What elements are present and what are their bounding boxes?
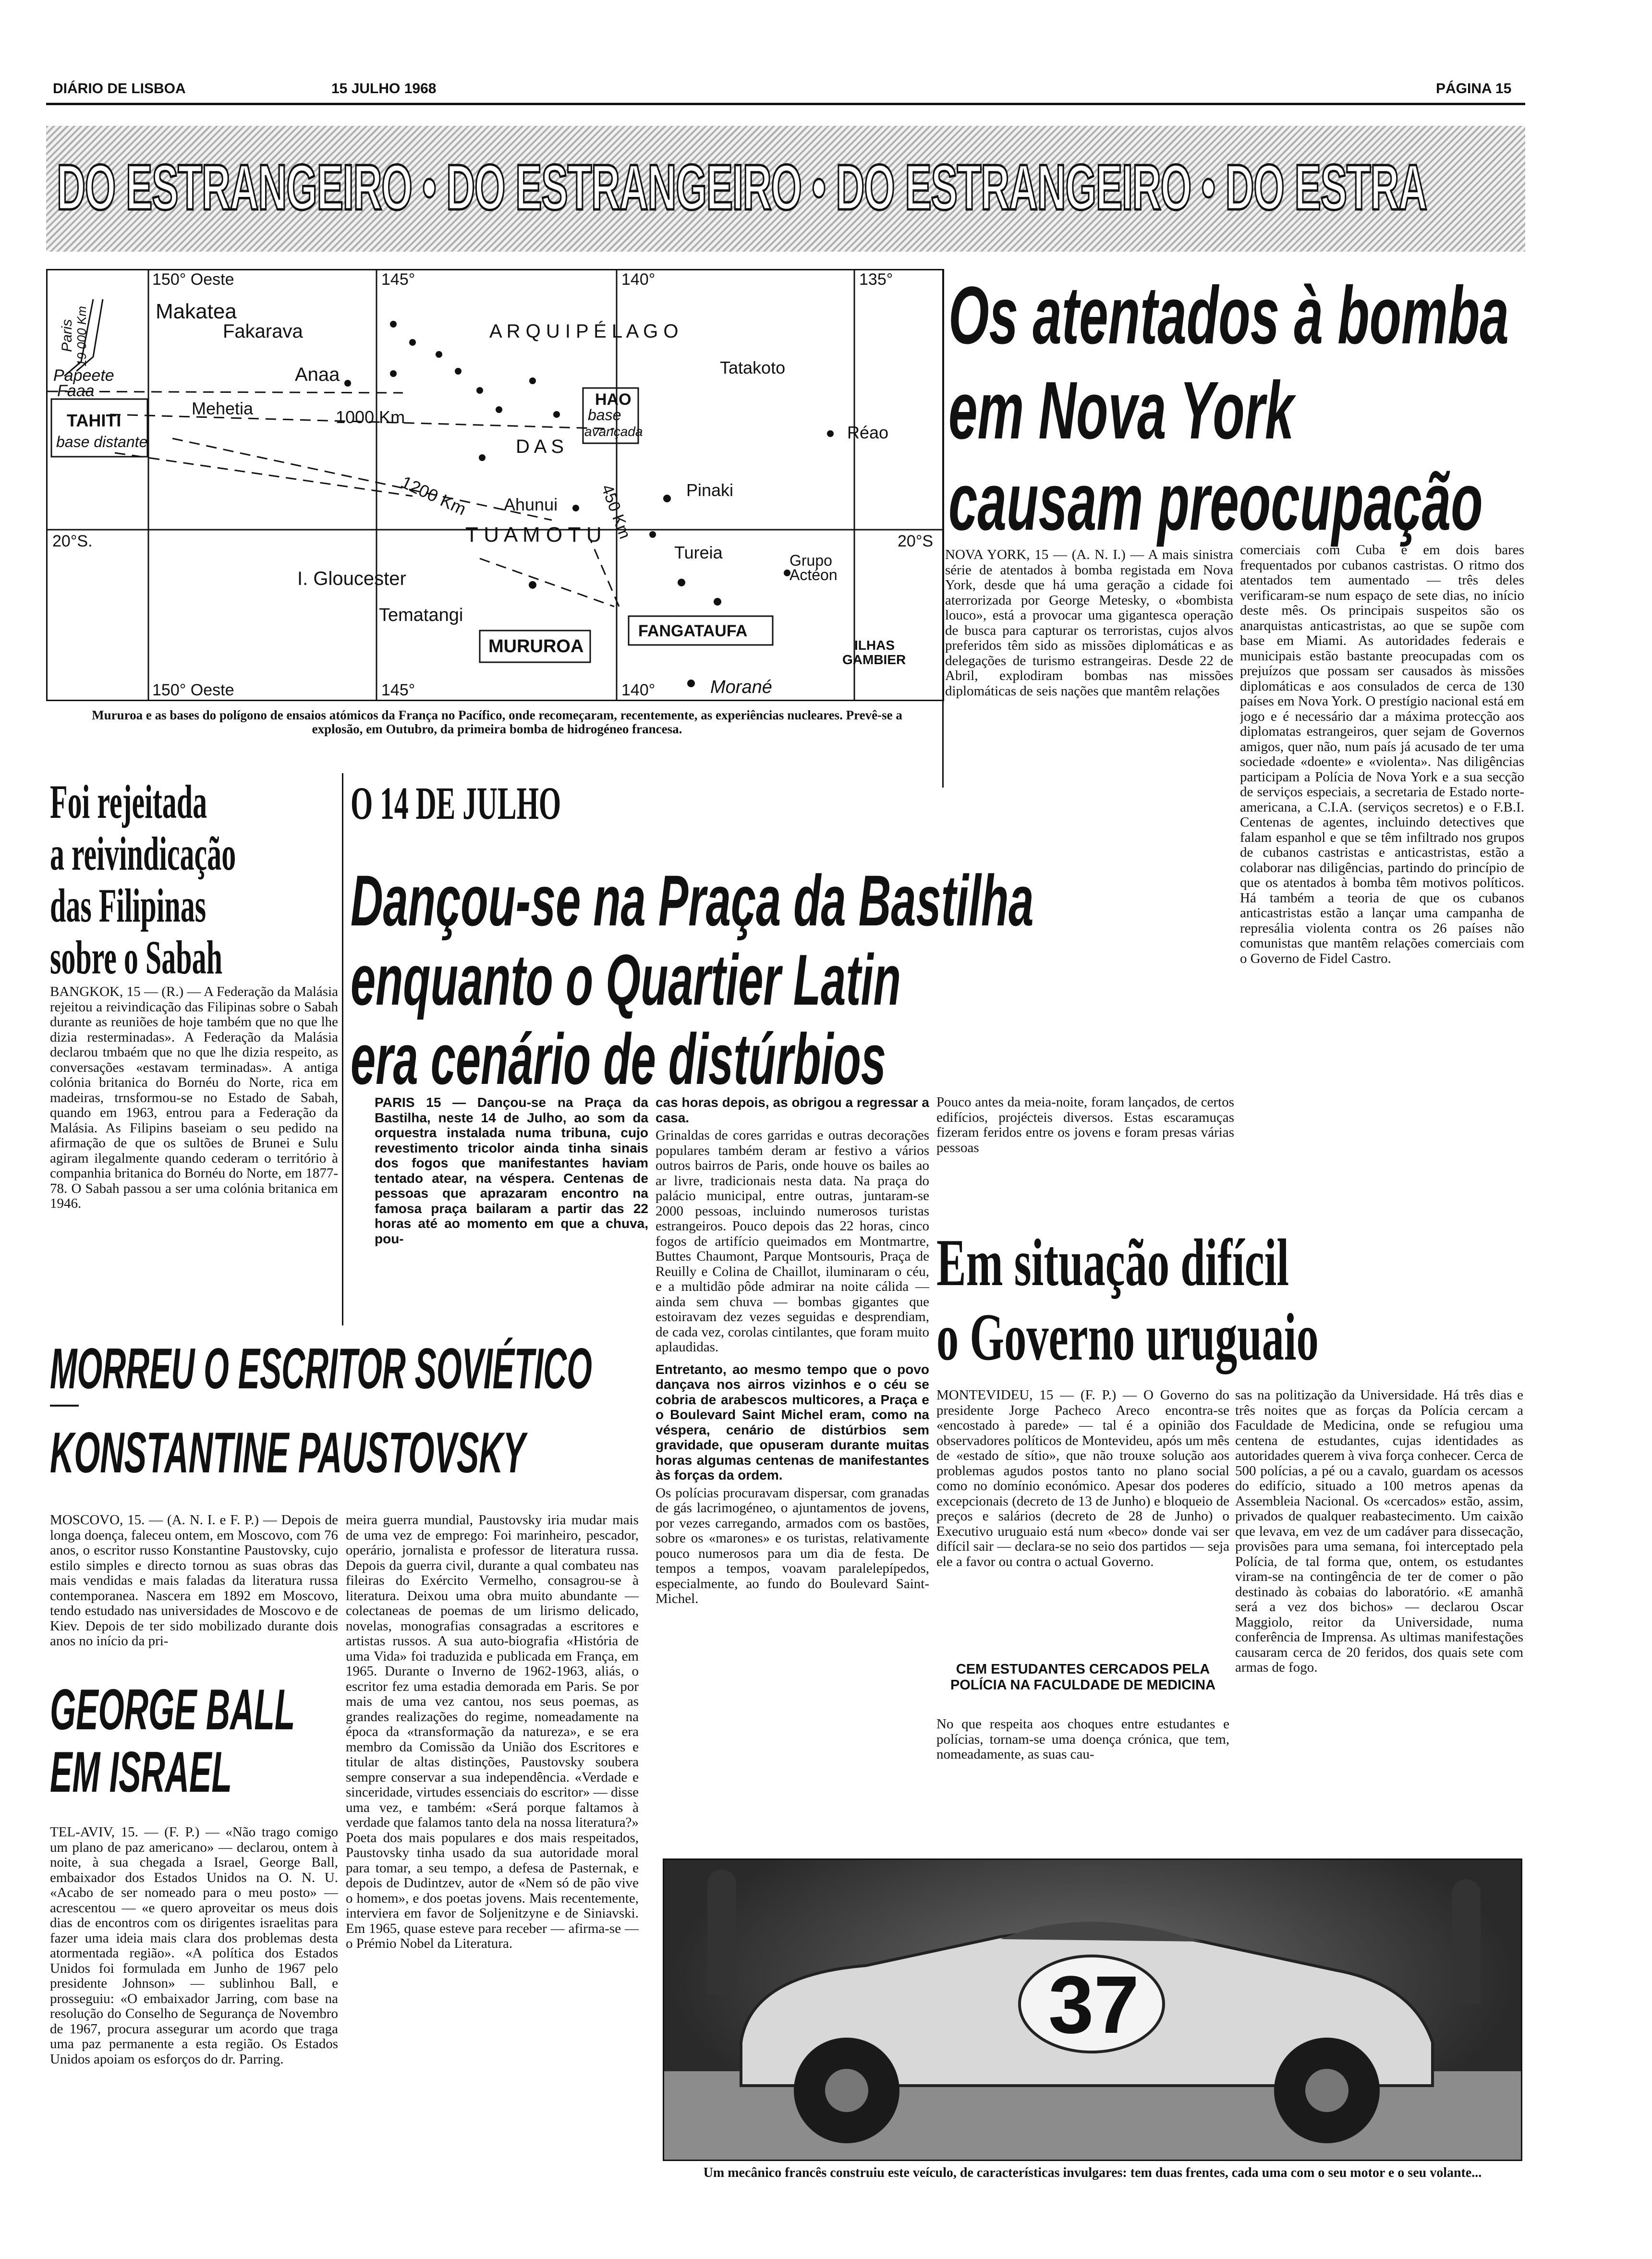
map-tuamotu: T U A M O T U	[465, 523, 602, 547]
map-ahunui: Ahunui	[504, 495, 558, 514]
photo-caption: Um mecânico francês construiu este veículo, de características invulgares: tem duas frentes, cada uma com o seu motor e o seu volante...	[703, 2165, 1482, 2180]
map-hao-base: base	[588, 406, 621, 424]
map-tureia: Tureia	[674, 543, 723, 562]
map-graphic	[48, 270, 943, 700]
map-arquipelago: A R Q U I P É L A G O	[489, 321, 679, 342]
uruguay-col1: MONTEVIDEU, 15 — (F. P.) — O Governo do presidente Jorge Pacheco Areco encontra-se «encostado à parede» — tal é a opinião dos observadores políticos de Montevideu, após um mês de «estado de sítio», que não trouxe solução aos problemas agudos postos tanto no plano social como no domínio económico. Apesar dos poderes excepcionais (decreto de 13 de Junho) e bloqueio de preços e salários (decreto de 28 de Junho) o Executivo uruguaio está num «beco» donde vai ser difícil sair — declara-se no seio dos partidos — seja ele a favor ou contra o actual Governo.	[936, 1388, 1229, 1569]
ball-headline-1: GEORGE BALL	[50, 1677, 295, 1742]
map-lon-140: 140°	[621, 270, 656, 289]
ny-headline-1: Os atentados à bomba	[948, 270, 1509, 361]
tuamotu-map	[46, 269, 944, 701]
ny-headline-2: em Nova York	[948, 365, 1294, 456]
map-tatakoto: Tatakoto	[720, 358, 786, 377]
map-lon-145-bottom: 145°	[381, 681, 415, 699]
map-lon-150-bottom: 150° Oeste	[152, 681, 234, 699]
uruguay-headline-1: Em situação difícil	[936, 1226, 1289, 1300]
map-faaa: Faaa	[57, 382, 95, 400]
map-lon-135: 135°	[859, 270, 893, 289]
map-lon-140-bottom: 140°	[621, 681, 656, 699]
sabah-headline-2: a reivindicação	[50, 827, 236, 880]
race-car-photo	[663, 1858, 1522, 2161]
bastille-headline-2: enquanto o Quartier Latin	[351, 939, 901, 1020]
bastille-col2-opening: cas horas depois, as obrigou a regressar a casa.	[656, 1095, 929, 1125]
sabah-headline-3: das Filipinas	[50, 879, 206, 932]
map-anaa: Anaa	[295, 364, 340, 385]
sabah-body: BANGKOK, 15 — (R.) — A Federação da Malásia rejeitou a reivindicação das Filipinas sobre o Sabah durante as reuniões de hoje também que no que lhe dizia resterminadas». A Federação da Malásia declarou tmbaém que no que lhe dizia respeito, as conversações «estavam terminadas». A antiga colónia britanica do Bornéu do Norte, rica em madeiras, trnsformou-se no Estado de Sabah, quando em 1963, entrou para a Federação da Malásia. As Filipins baseiam o seu pedido na afirmação de que os sultões de Brunei e Sulu agiram ilegalmente quando cederam o território à companhia britanica do Bornéu do Norte, em 1877-78. O Sabah passou a ser uma colónia britanica em 1946.	[50, 984, 338, 1211]
map-ilhas: ILHAS	[854, 638, 895, 653]
ny-headline-3: causam preocupação	[948, 456, 1483, 547]
bastille-col2	[656, 1095, 929, 1969]
map-mururoa: MURUROA	[488, 636, 584, 656]
map-km-450: 450 Km	[597, 482, 634, 542]
map-tahiti: TAHITI	[67, 411, 121, 430]
map-gambier: GAMBIER	[842, 652, 906, 667]
map-km-1200: 1200 Km	[398, 472, 469, 519]
map-fakarava: Fakarava	[223, 321, 303, 342]
map-base-distante: base distante	[56, 433, 148, 450]
uruguay-col1b: No que respeita aos choques entre estudantes e polícias, tornam-se uma doença crónica, que tem, nomeadamente, as suas cau-	[936, 1717, 1229, 1762]
map-km-1000: 1000 Km	[336, 407, 405, 427]
map-makatea: Makatea	[156, 300, 237, 323]
masthead-rule	[46, 103, 1525, 105]
paustovsky-col2: meira guerra mundial, Paustovsky iria mudar mais de uma vez de emprego: Foi marinheiro, pescador, operário, jornalista e professor de literatura russa. Depois da guerra civil, durante a qual combateu nas fileiras do Exército Vermelho, consagrou-se à literatura. Deixou uma obra muito abundante — colectaneas de poemas de um lirismo delicado, novelas, monografias consagradas a escritores e artistas russos. A sua auto-biografia «História de uma Vida» foi traduzida e publicada em França, em 1965. Durante o Inverno de 1962-1963, aliás, o escritor fez uma estadia demorada em Paris. Se por mais de uma vez cantou, nos seus poemas, as grandes realizações do regime, nomeadamente na época da «transformação da natureza», e se era membro da Comissão da União dos Escritores e titular de altas distinções, Paustovsky soubera sempre conservar a sua independência. «Verdade e sinceridade, virtudes essenciais do escritor» — disse uma vez, e também: «Será porque faltamos à verdade que falamos tanto dela na nossa literatura?» Poeta dos mais populares e dos mais respeitados, Paustovsky tinha usado da sua autoridade moral para tomar, a seu tempo, a defesa de Pasternak, e depois de Dudintzev, autor de «Nem só de pão vive o homem», e dos poetas jovens. Mais recentemente, interviera em favor de Soljenitzyne e de Siniavski. Em 1965, quase esteve para receber — afirma-se — o Prémio Nobel da Literatura.	[346, 1513, 639, 1951]
bastille-headline-1: Dançou-se na Praça da Bastilha	[351, 860, 1034, 941]
bastille-headline-3: era cenário de distúrbios	[351, 1019, 886, 1099]
map-distance-paris: 19 000 Km	[74, 306, 89, 366]
bastille-col2-end: Os polícias procuravam dispersar, com granadas de gás lacrimogéneo, o ajuntamentos de jovens, por vezes carregando, armados com os bastões, sobre os «marones» e os turistas, relativamente pouco numerosos para um dia de festa. De tempos a tempos, voavam paralelepípedos, especialmente, ao fundo do Boulevard Saint-Michel.	[656, 1485, 929, 1606]
map-fangataufa: FANGATAUFA	[638, 622, 748, 640]
map-lat-20-right: 20°S	[898, 532, 934, 550]
map-das: D A S	[516, 436, 564, 457]
bastille-col2-bold: Entretanto, ao mesmo tempo que o povo dançava nos airros vizinhos e o céu se cobria de arabescos multicores, a Praça e o Boulevard Saint Michel eram, como na véspera, cenário de distúrbios sem gravidade, que opuseram durante muitas horas algumas centenas de manifestantes às forças da ordem.	[656, 1361, 929, 1482]
car-number: 37	[1048, 1959, 1140, 2051]
bastille-kicker: O 14 DE JULHO	[351, 777, 561, 829]
ball-body: TEL-AVIV, 15. — (F. P.) — «Não trago comigo um plano de paz americano» — declarou, ontem à noite, à sua chegada a Israel, George Ball, embaixador dos Estados Unidos na O. N. U. «Acabo de ser nomeado para o meu posto» — acrescentou — «e quero aproveitar os meus dois dias de encontros com os dirigentes israelitas para fazer uma ideia mais clara dos problemas desta atormentada região». «A política dos Estados Unidos foi formulada em Junho de 1967 pelo presidente Johnson» — sublinhou Ball, e prosseguiu: «O embaixador Jarring, com base na resolução do Conselho de Segurança de Novembro de 1967, procura assegurar um acordo que traga uma paz permanente a esta região. Os Estados Unidos apoiam os esforços do dr. Parring.	[50, 1825, 338, 2067]
map-hao: HAO	[595, 390, 632, 409]
bastille-lead: PARIS 15 — Dançou-se na Praça da Bastilha, neste 14 de Julho, ao som da orquestra instalada numa tribuna, cujo revestimento tricolor ainda tinha sinais dos fogos que manifestantes haviam tentado atear, na véspera. Centenas de pessoas que aprazaram encontro na famosa praça bailaram a partir das 22 horas até ao momento em que a chuva, pou-	[375, 1095, 648, 1246]
map-caption: Mururoa e as bases do polígono de ensaios atómicos da França no Pacífico, onde recomeçaram, recentemente, as experiências nucleares. Prevê-se a explosão, em Outubro, da primeira bomba de hidrogéneo francesa.	[92, 708, 902, 736]
race-car-illustration	[664, 1860, 1521, 2160]
paustovsky-headline-1: MORREU O ESCRITOR SOVIÉTICO	[50, 1336, 592, 1401]
bastille-col2-body: Grinaldas de cores garridas e outras decorações populares também deram ar festivo a vários outros bairros de Paris, onde houve os bailes ao ar livre, tradicionais nesta data. Na praça do palácio municipal, entre outras, juntaram-se 2000 pessoas, incluindo numerosos turistas estrangeiros. Pouco depois das 22 horas, cinco fogos de artifício queimados em Montmartre, Buttes Chaumont, Parque Montsouris, Praça de Reuilly e Colina de Chaillot, iluminaram o céu, e a multidão pôde admirar na noite cálida — ainda sem chuva — bombas gigantes que estoiravam dez vezes seguidas e desprendiam, de cada vez, corolas cintilantes, que foram muito aplaudidas.	[656, 1128, 929, 1355]
map-hao-avancada: avançada	[584, 424, 643, 439]
map-gloucester: I. Gloucester	[297, 568, 406, 589]
paustovsky-col1: MOSCOVO, 15. — (A. N. I. e F. P.) — Depois de longa doença, faleceu ontem, em Moscovo, com 76 anos, o escritor russo Konstantine Paustovsky, cujo estilo simples e directo tornou as suas obras das mais vendidas e mais faladas da literatura russa contemporanea. Nascera em 1892 em Moscovo, tendo estudado nas universidades de Moscovo e de Kiev. Depois de ter sido mobilizado durante dois anos no início da pri-	[50, 1513, 338, 1649]
map-lat-20-left: 20°S.	[52, 532, 93, 550]
masthead-paper: DIÁRIO DE LISBOA	[53, 81, 186, 97]
sabah-divider	[342, 773, 343, 1325]
map-lon-150: 150° Oeste	[152, 270, 234, 289]
map-papeete: Papeete	[53, 366, 114, 385]
map-lon-145: 145°	[381, 270, 415, 289]
map-reao: Réao	[847, 423, 889, 442]
uruguay-subhead: CEM ESTUDANTES CERCADOS PELA POLÍCIA NA FACULDADE DE MEDICINA	[950, 1662, 1216, 1693]
map-tematangi: Tematangi	[379, 605, 463, 625]
map-morane: Morané	[710, 677, 772, 697]
map-grupo: Grupo	[790, 552, 832, 569]
paustovsky-headline-2: KONSTANTINE PAUSTOVSKY	[50, 1421, 525, 1485]
bastille-col3: Pouco antes da meia-noite, foram lançados, de certos edifícios, projécteis diversos. Estas escaramuças fizeram feridos entre os jovens e foram presas várias pessoas	[936, 1095, 1234, 1155]
map-paris: Paris	[59, 319, 75, 352]
map-mehetia: Mehetia	[192, 399, 254, 418]
banner-text: DO ESTRANGEIRO • DO ESTRANGEIRO • DO ESTRANGEIRO • DO ESTRA	[57, 152, 1427, 223]
ny-divider	[942, 269, 944, 788]
masthead-date: 15 JULHO 1968	[331, 81, 437, 97]
masthead-page: PÁGINA 15	[1436, 81, 1512, 97]
ny-body-col1: NOVA YORK, 15 — (A. N. I.) — A mais sinistra série de atentados à bomba registada em Nova York, desde que há uma geração a cidade foi aterrorizada por George Metesky, o «bombista louco», está a provocar uma gigantesca operação de busca para capturar os terroristas, cujos alvos preferidos têm sido as missões diplomáticas e as delegações de turismo estrangeiras. Desde 22 de Abril, explodiram bombas nas missões diplomáticas de seis nações que mantêm relações	[945, 547, 1233, 699]
sabah-headline-4: sobre o Sabah	[50, 931, 223, 984]
ball-headline-2: EM ISRAEL	[50, 1740, 232, 1804]
uruguay-headline-2: o Governo uruguaio	[936, 1300, 1319, 1374]
map-pinaki: Pinaki	[686, 480, 734, 500]
section-banner	[46, 126, 1525, 252]
ny-body-col2: comerciais com Cuba e em dois bares frequentados por cubanos castristas. O ritmo dos atentados tem aumentado — três deles verificaram-se num espaço de sete dias, no início deste mês. Os principais suspeitos são os anarquistas anticastristas, ao que se supõe com base em Miami. As autoridades federais e municipais estão bastante preocupadas com os prejuízos que possam ser causados às missões diplomáticas e aos consulados de cerca de 130 países em Nova York. O prestígio nacional está em jogo e é necessário dar a máxima protecção aos diplomatas estrangeiros, quer sejam de Governos amigos, quer não, num país já acusado de ter uma sociedade «doente» e «violenta». Nas diligências participam a Polícia de Nova York e a sua secção de serviços especiais, a secretaria de Estado norte-americana, a C.I.A. (serviços secretos) e o F.B.I. Centenas de agentes, incluindo detectives que falam espanhol e que se têm infiltrado nos grupos de cubanos castristas e anticastristas, estão a colaborar nas diligências, partindo do princípio de que os atentados à bomba têm motivos políticos. Há também a teoria de que os cubanos anticastristas estão a lançar uma campanha de represália violenta contra os 26 países não comunistas que mantêm relações comerciais com o Governo de Fidel Castro.	[1240, 543, 1524, 966]
paustovsky-dash	[50, 1405, 79, 1407]
sabah-headline-1: Foi rejeitada	[50, 775, 207, 828]
uruguay-col2: sas na politização da Universidade. Há três dias e três noites que as forças da Polícia cercam a Faculdade de Medicina, onde se refugiou uma centena de estudantes, cujas identidades as autoridades querem à viva força conhecer. Cerca de 500 polícias, a pé ou a cavalo, guardam os acessos do edifício, situado a 100 metros apenas da Assembleia Nacional. Os «cercados» estão, assim, privados de qualquer reabastecimento. Um caixão que levava, em vez de um cadáver para dissecação, provisões para uma semana, foi interceptado pela Polícia, de tal forma que, ontem, os estudantes viram-se na contingência de ter de comer o pão destinado às cobaias do laboratório. «E amanhã será a vez dos bichos» — declarou Oscar Maggiolo, reitor da Universidade, numa conferência de Imprensa. As ultimas manifestações causaram cerca de 20 feridos, dos quais sete com armas de fogo.	[1235, 1388, 1523, 1675]
map-acteon: Actéon	[790, 566, 838, 583]
